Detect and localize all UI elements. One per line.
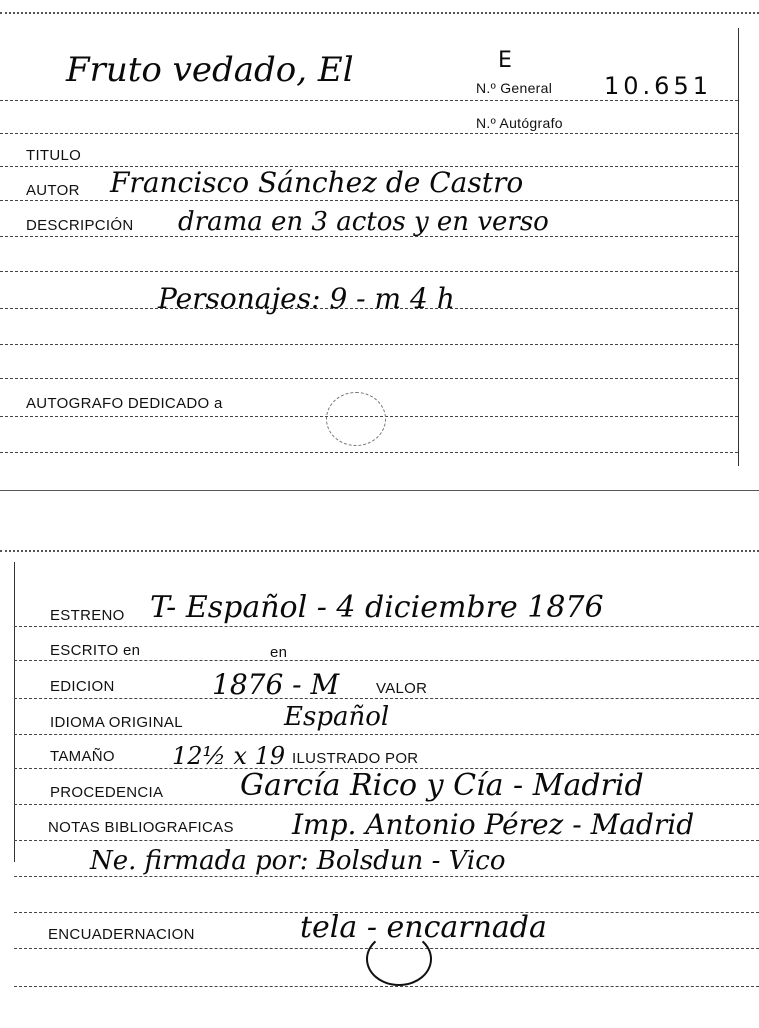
estreno-label: ESTRENO <box>50 607 125 624</box>
estreno-value: T- Español - 4 diciembre 1876 <box>150 590 604 625</box>
card-top-edge <box>0 12 759 17</box>
procedencia-label: PROCEDENCIA <box>50 784 164 801</box>
descripcion-value: drama en 3 actos y en verso <box>178 207 549 237</box>
card-left-border <box>14 562 15 862</box>
escrito-label: ESCRITO en <box>50 642 141 659</box>
catalog-card-back <box>0 540 759 1028</box>
escrito-en-label: en <box>270 644 288 661</box>
valor-label: VALOR <box>376 680 428 697</box>
ruled-line <box>0 200 738 201</box>
procedencia-value: García Rico y Cía - Madrid <box>240 768 644 803</box>
general-number-label: N.º General <box>476 80 553 96</box>
ruled-line <box>0 100 738 101</box>
ruled-line <box>14 698 759 699</box>
ruled-line <box>14 986 759 987</box>
catalog-card-front <box>0 0 759 495</box>
ruled-line <box>0 452 738 453</box>
ruled-line <box>0 133 738 134</box>
card-right-border <box>738 28 739 466</box>
punch-hole-mark <box>326 392 386 446</box>
ruled-line <box>14 660 759 661</box>
idioma-label: IDIOMA ORIGINAL <box>50 714 183 731</box>
notas-label: NOTAS BIBLIOGRAFICAS <box>48 819 234 836</box>
card-bottom-edge <box>0 490 759 491</box>
autor-label: AUTOR <box>26 182 80 199</box>
ruled-line <box>14 804 759 805</box>
encuadernacion-value: tela - encarnada <box>300 910 547 945</box>
tamano-value: 12½ x 19 <box>172 742 286 770</box>
title-handwritten: Fruto vedado, El <box>66 50 354 90</box>
general-number-mark: E <box>498 48 512 73</box>
idioma-value: Español <box>284 702 390 732</box>
general-number-value: 10.651 <box>604 72 712 100</box>
ruled-line <box>14 876 759 877</box>
ruled-line <box>14 626 759 627</box>
tamano-label: TAMAÑO <box>50 748 115 765</box>
descripcion-label: DESCRIPCIÓN <box>26 217 134 234</box>
ruled-line <box>14 734 759 735</box>
card-top-edge <box>0 550 759 555</box>
ruled-line <box>0 378 738 379</box>
ruled-line <box>0 271 738 272</box>
autor-value: Francisco Sánchez de Castro <box>110 166 524 199</box>
ilustrado-label: ILUSTRADO POR <box>292 750 419 767</box>
titulo-label: TITULO <box>26 147 82 164</box>
edicion-value: 1876 - M <box>212 668 340 701</box>
edicion-label: EDICION <box>50 678 115 695</box>
encuadernacion-label: ENCUADERNACION <box>48 926 195 943</box>
autograph-number-label: N.º Autógrafo <box>476 115 563 131</box>
personajes-value: Personajes: 9 - m 4 h <box>158 282 455 315</box>
punch-hole-mark <box>366 932 432 986</box>
notas-value-2: Ne. firmada por: Bolsdun - Vico <box>90 846 506 876</box>
notas-value: Imp. Antonio Pérez - Madrid <box>292 808 695 841</box>
autografo-dedicado-label: AUTOGRAFO DEDICADO a <box>26 395 223 412</box>
ruled-line <box>0 344 738 345</box>
